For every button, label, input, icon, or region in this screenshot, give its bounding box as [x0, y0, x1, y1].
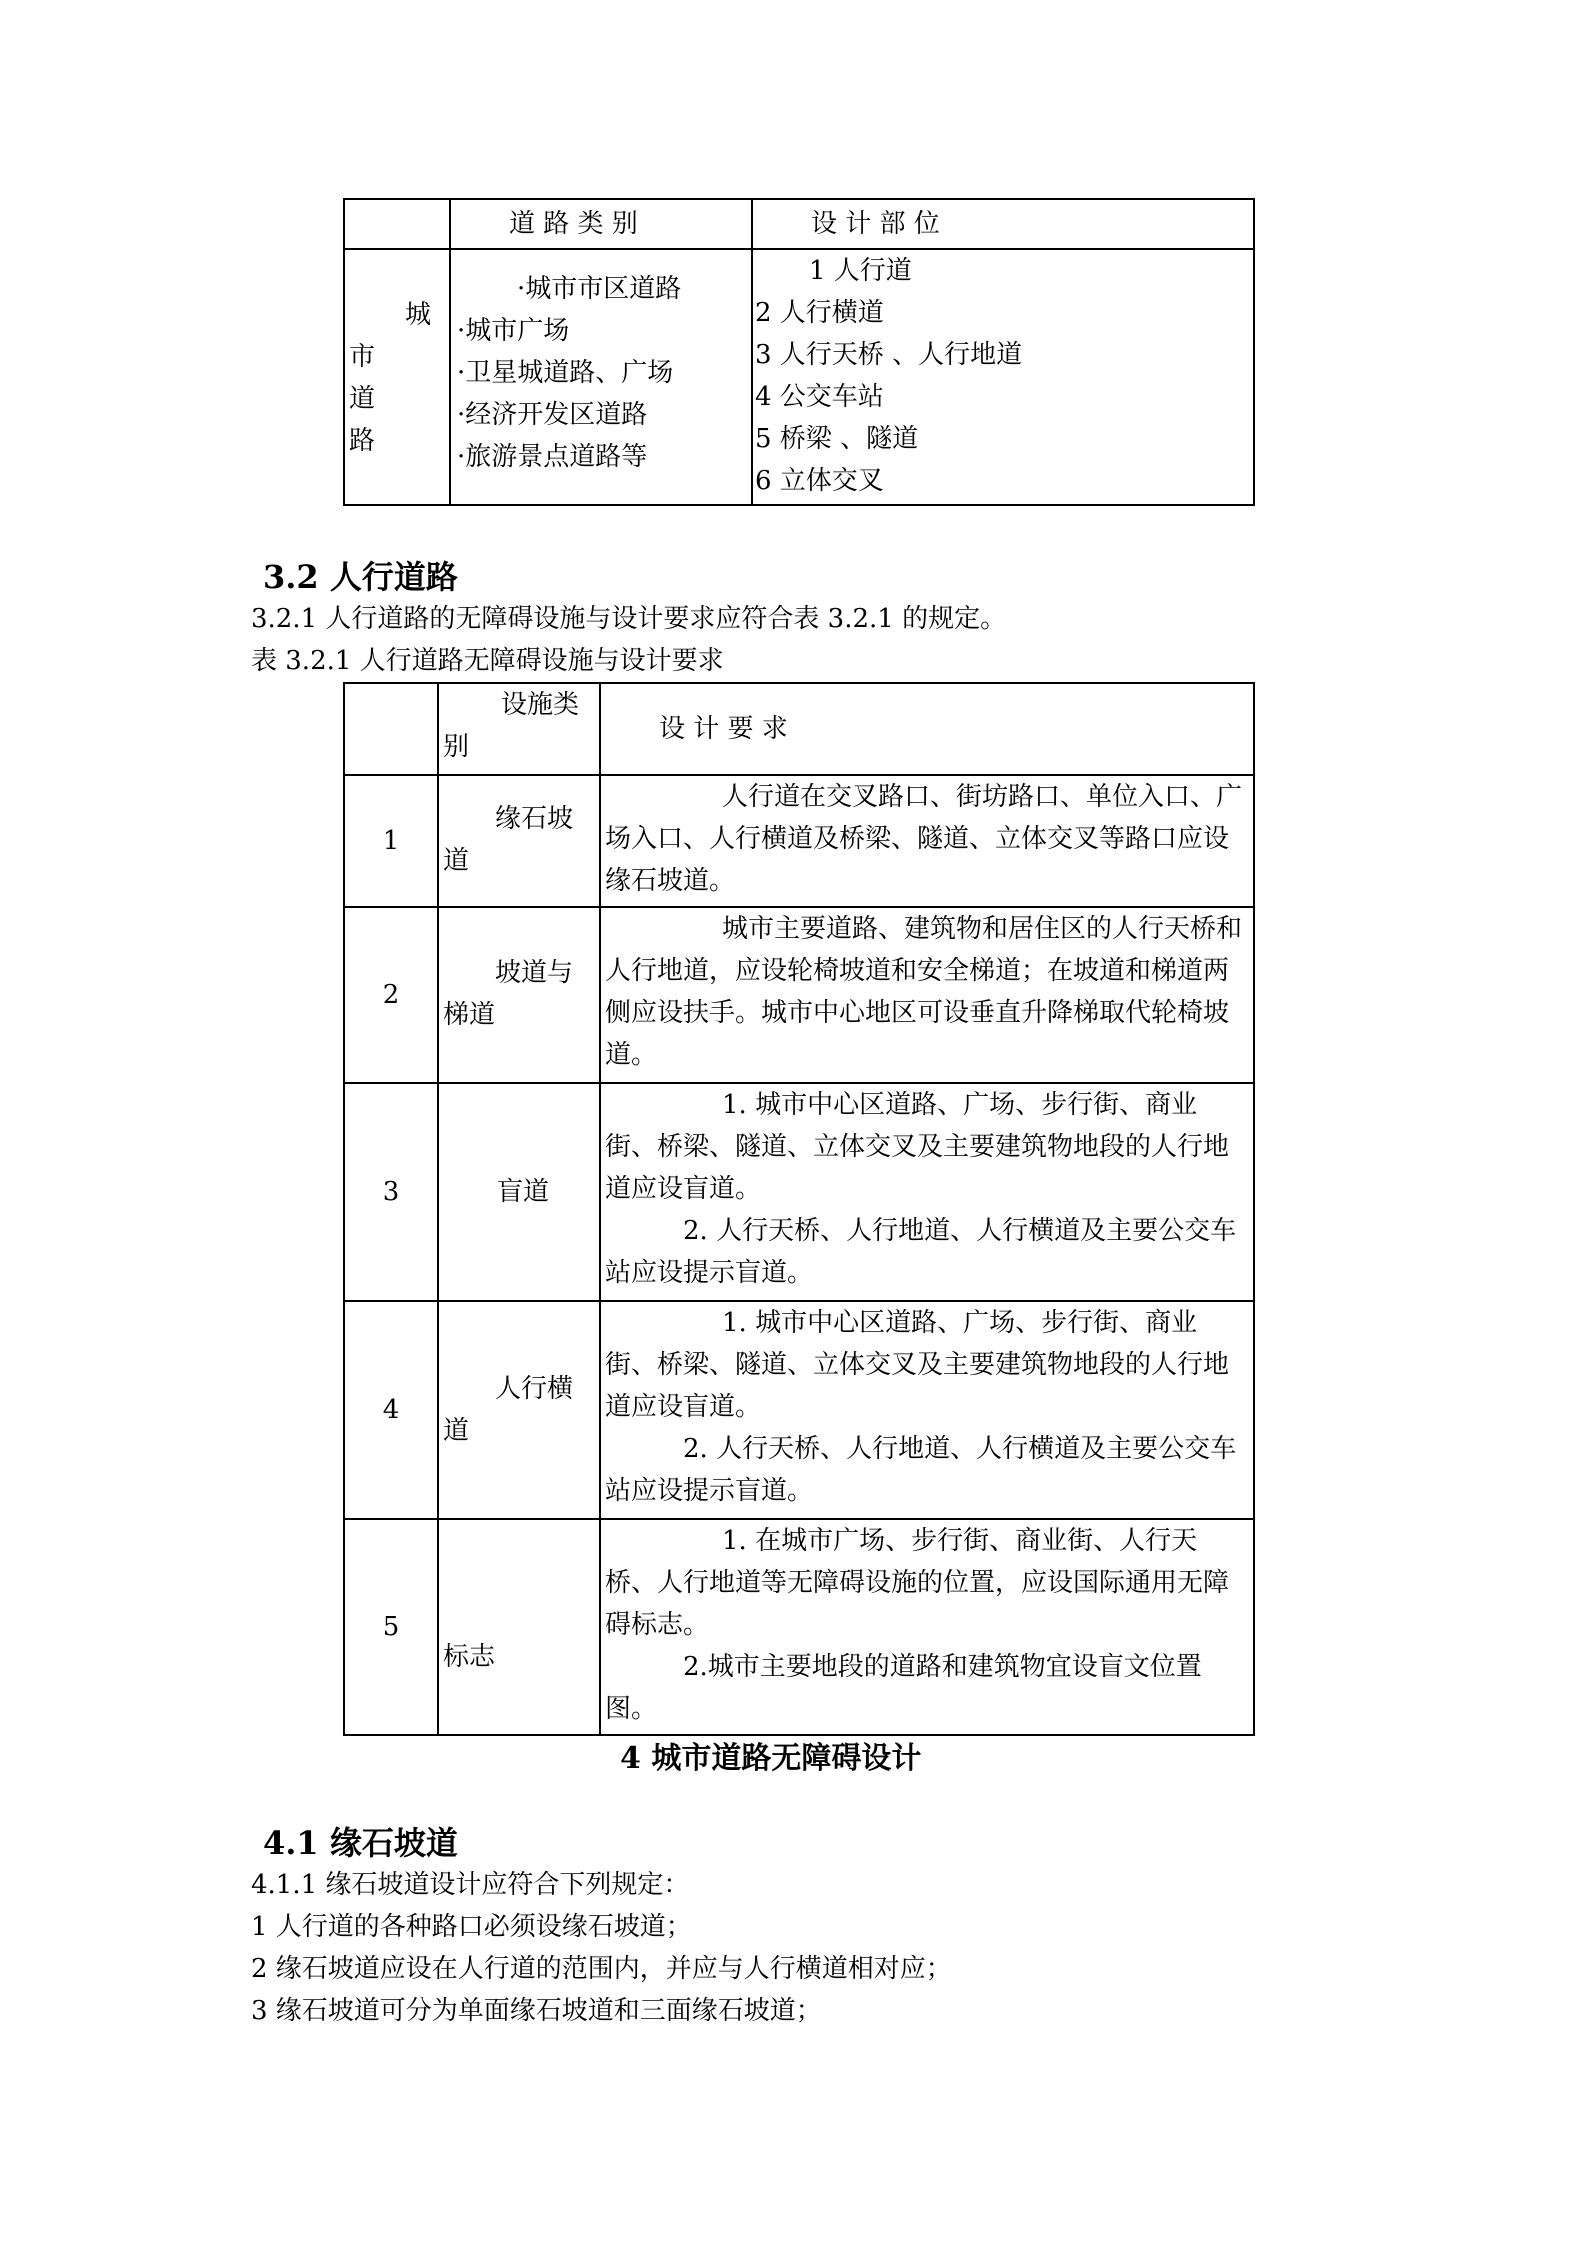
header-design-part-label: 设 计 部 位	[811, 209, 940, 239]
road-type-item: ·城市市区道路	[517, 274, 682, 304]
requirement-cell	[600, 1301, 1254, 1519]
table2-header-facility	[438, 683, 600, 775]
facility-line: 人行横	[495, 1374, 574, 1404]
table1-row-label	[344, 249, 450, 505]
facility-cell	[438, 907, 600, 1083]
road-category-table	[343, 198, 1255, 506]
facility-line: 道	[443, 1416, 470, 1446]
row-label-char-3: 道	[349, 384, 376, 414]
row-number: 4	[344, 1301, 438, 1519]
facility-cell	[438, 1519, 600, 1735]
requirement-paragraph: 1. 在城市广场、步行街、商业街、人行天桥、人行地道等无障碍设施的位置，应设国际通用无障碍标志。	[605, 1526, 1230, 1640]
requirement-paragraph: 1. 城市中心区道路、广场、步行街、商业街、桥梁、隧道、立体交叉及主要建筑物地段的人行地道应设盲道。	[605, 1090, 1230, 1204]
facility-cell	[438, 775, 600, 907]
road-type-item: ·旅游景点道路等	[457, 442, 648, 472]
row-number: 2	[344, 907, 438, 1083]
table-row	[344, 1083, 1254, 1301]
header-requirement-label: 设 计 要 求	[659, 714, 788, 744]
requirement-paragraph: 2.城市主要地段的道路和建筑物宜设盲文位置图。	[605, 1652, 1202, 1724]
road-type-item: ·卫星城道路、广场	[457, 358, 674, 388]
table2-corner-cell	[344, 683, 438, 775]
row-label-char-2: 市	[349, 342, 376, 372]
row-number: 3	[344, 1083, 438, 1301]
row-number: 5	[344, 1519, 438, 1735]
table1-road-types	[450, 249, 752, 505]
table1-header-design-part	[752, 199, 1254, 249]
requirement-cell	[600, 1083, 1254, 1301]
section-3-2-title: 3.2 人行道路	[263, 558, 458, 596]
design-part-item: 3 人行天桥 、人行地道	[755, 340, 1023, 370]
table1-header-road-type	[450, 199, 752, 249]
facility-line: 坡道与	[495, 958, 574, 988]
table1-design-parts	[752, 249, 1254, 505]
row-number: 1	[344, 775, 438, 907]
table-row	[344, 907, 1254, 1083]
header-road-type-label: 道 路 类 别	[509, 209, 638, 239]
design-part-item: 6 立体交叉	[755, 466, 884, 496]
requirement-cell	[600, 775, 1254, 907]
requirement-cell	[600, 1519, 1254, 1735]
body-line: 4.1.1 缘石坡道设计应符合下列规定：	[251, 1870, 690, 1900]
row-label-char-1: 城	[404, 300, 431, 330]
body-line: 1 人行道的各种路口必须设缘石坡道；	[251, 1912, 692, 1942]
table-row	[344, 775, 1254, 907]
section-4-1-body	[251, 1864, 952, 2032]
header-facility-line1: 设施类	[501, 690, 580, 720]
clause-3-2-1: 3.2.1 人行道路的无障碍设施与设计要求应符合表 3.2.1 的规定。	[251, 604, 1007, 634]
facility-line: 梯道	[443, 1000, 496, 1030]
table1-corner-cell	[344, 199, 450, 249]
header-facility-line2: 别	[443, 732, 470, 762]
facility-cell	[438, 1083, 600, 1301]
road-type-item: ·城市广场	[457, 316, 570, 346]
table-row	[344, 1519, 1254, 1735]
table-row	[344, 1301, 1254, 1519]
requirement-paragraph: 2. 人行天桥、人行地道、人行横道及主要公交车站应设提示盲道。	[605, 1434, 1237, 1506]
requirement-paragraph: 2. 人行天桥、人行地道、人行横道及主要公交车站应设提示盲道。	[605, 1216, 1237, 1288]
design-part-item: 2 人行横道	[755, 298, 884, 328]
design-part-item: 4 公交车站	[755, 382, 884, 412]
facility-cell	[438, 1301, 600, 1519]
table-3-2-1-caption: 表 3.2.1 人行道路无障碍设施与设计要求	[251, 646, 724, 676]
requirement-paragraph: 人行道在交叉路口、街坊路口、单位入口、广场入口、人行横道及桥梁、隧道、立体交叉等路口应设缘石坡道。	[605, 782, 1243, 896]
facility-line: 盲道	[497, 1177, 550, 1207]
table2-header-requirement	[600, 683, 1254, 775]
requirement-paragraph: 城市主要道路、建筑物和居住区的人行天桥和人行地道，应设轮椅坡道和安全梯道；在坡道和梯道两侧应设扶手。城市中心地区可设垂直升降梯取代轮椅坡道。	[605, 914, 1243, 1070]
requirement-cell	[600, 907, 1254, 1083]
facility-line: 缘石坡	[495, 804, 574, 834]
body-line: 3 缘石坡道可分为单面缘石坡道和三面缘石坡道；	[251, 1996, 822, 2026]
sidewalk-facility-table	[343, 682, 1255, 1736]
design-part-item: 1 人行道	[809, 256, 912, 286]
road-type-item: ·经济开发区道路	[457, 400, 648, 430]
facility-line: 标志	[443, 1642, 496, 1672]
chapter-4-title: 4 城市道路无障碍设计	[620, 1741, 922, 1776]
section-4-1-title: 4.1 缘石坡道	[263, 1824, 458, 1862]
requirement-paragraph: 1. 城市中心区道路、广场、步行街、商业街、桥梁、隧道、立体交叉及主要建筑物地段的人行地道应设盲道。	[605, 1308, 1230, 1422]
facility-line: 道	[443, 846, 470, 876]
body-line: 2 缘石坡道应设在人行道的范围内，并应与人行横道相对应；	[251, 1954, 952, 1984]
design-part-item: 5 桥梁 、隧道	[755, 424, 919, 454]
row-label-char-4: 路	[349, 426, 376, 456]
